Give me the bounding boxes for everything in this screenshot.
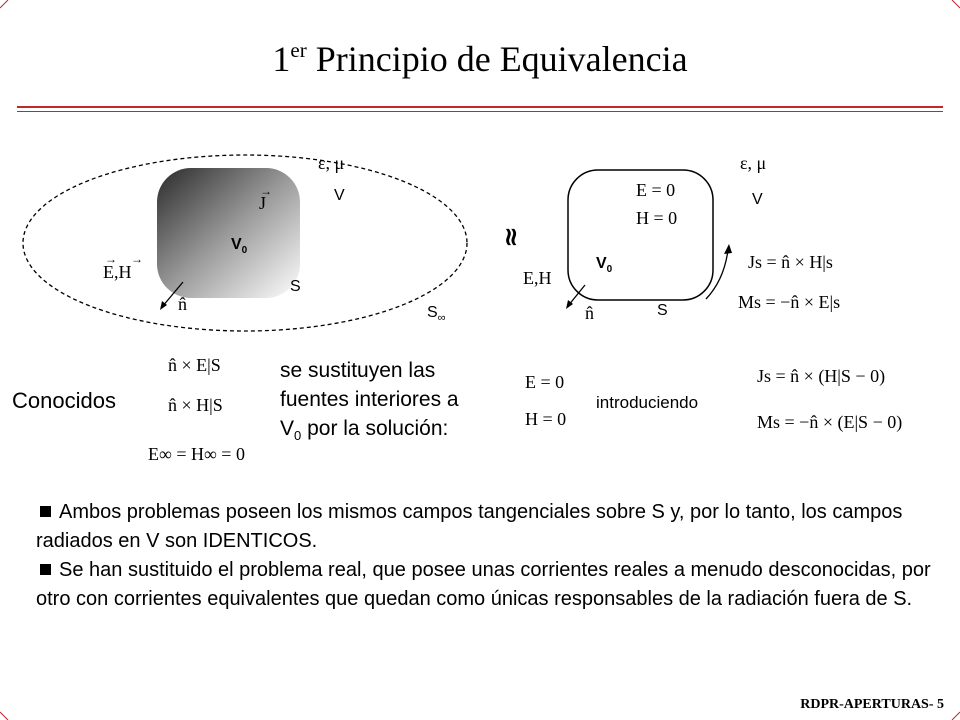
sustituyen-line-3: $V_0$ por la solución: (280, 417, 449, 444)
sustituyen-text (280, 356, 459, 450)
right-normal-label: n̂ (585, 303, 594, 323)
known-n-cross-e: n̂ × E|S (168, 355, 221, 375)
result-js-equation: Js = n̂ × (H|S − 0) (757, 366, 886, 386)
right-diagram-shapes (480, 120, 960, 340)
left-normal-label: n̂ (178, 294, 187, 314)
solution-e-zero: E = 0 (525, 372, 565, 392)
right-volume-label: $V_0$ (596, 255, 613, 276)
introduciendo-label: introduciendo (596, 393, 699, 412)
source-volume-v0 (157, 168, 300, 298)
result-ms-equation: Ms = −n̂ × (E|S − 0) (757, 412, 903, 432)
left-diagram-shapes (0, 120, 480, 340)
bullet-item: Ambos problemas poseen los mismos campos tangenciales sobre S y, por lo tanto, los campos radiados en V son IDENTICOS. (36, 501, 903, 552)
left-volume-label: $V_0$ (231, 236, 248, 257)
vector-arrows-icon: →→ (105, 252, 157, 266)
sustituyen-line-2: fuentes interiores a (280, 388, 459, 411)
title-rule-bottom (17, 111, 943, 112)
title-text: Principio de Equivalencia (315, 39, 688, 79)
vector-arrow-icon: → (260, 184, 272, 198)
equivalence-symbol: ≈ (495, 226, 526, 248)
page-title (0, 38, 960, 80)
right-surface-label: S (657, 302, 668, 319)
right-ms-equation: Ms = −n̂ × E|s (738, 292, 841, 312)
conocidos-label: Conocidos (12, 388, 116, 413)
title-ordinal: 1 (272, 39, 291, 79)
left-fields-label: →→ E,H (103, 252, 157, 282)
sustituyen-line-1: se sustituyen las (280, 359, 436, 382)
current-flow-arrowhead (724, 244, 732, 254)
right-eps-mu: ε, μ (740, 153, 767, 173)
left-surface-label: S (290, 278, 301, 295)
known-e-h-infinity: E∞ = H∞ = 0 (148, 444, 245, 464)
title-rule-top (17, 106, 943, 108)
right-fields-label: E,H (523, 268, 552, 288)
title-ordinal-sup: er (290, 38, 307, 62)
left-eps-mu: ε, μ (318, 153, 345, 173)
known-n-cross-h: n̂ × H|S (168, 395, 223, 415)
right-e-zero: E = 0 (636, 180, 676, 200)
bullet-square-icon (40, 564, 51, 575)
bullet-square-icon (40, 506, 51, 517)
right-js-equation: Js = n̂ × H|s (748, 252, 833, 272)
right-region-v: V (752, 191, 763, 208)
bullet-item: Se han sustituido el problema real, que posee unas corrientes reales a menudo desconocidas, por otro con corrientes equivalentes que quedan como únicas responsables de la radiación fuera de S. (36, 559, 931, 610)
right-h-zero: H = 0 (636, 208, 678, 228)
left-s-infinity-label: $S_\infty$ (427, 304, 446, 325)
left-region-v: V (334, 187, 345, 204)
left-source-j: → J (259, 184, 272, 213)
slide-footer: RDPR-APERTURAS- 5 (800, 697, 944, 712)
bullet-list (36, 498, 936, 614)
solution-h-zero: H = 0 (525, 409, 567, 429)
